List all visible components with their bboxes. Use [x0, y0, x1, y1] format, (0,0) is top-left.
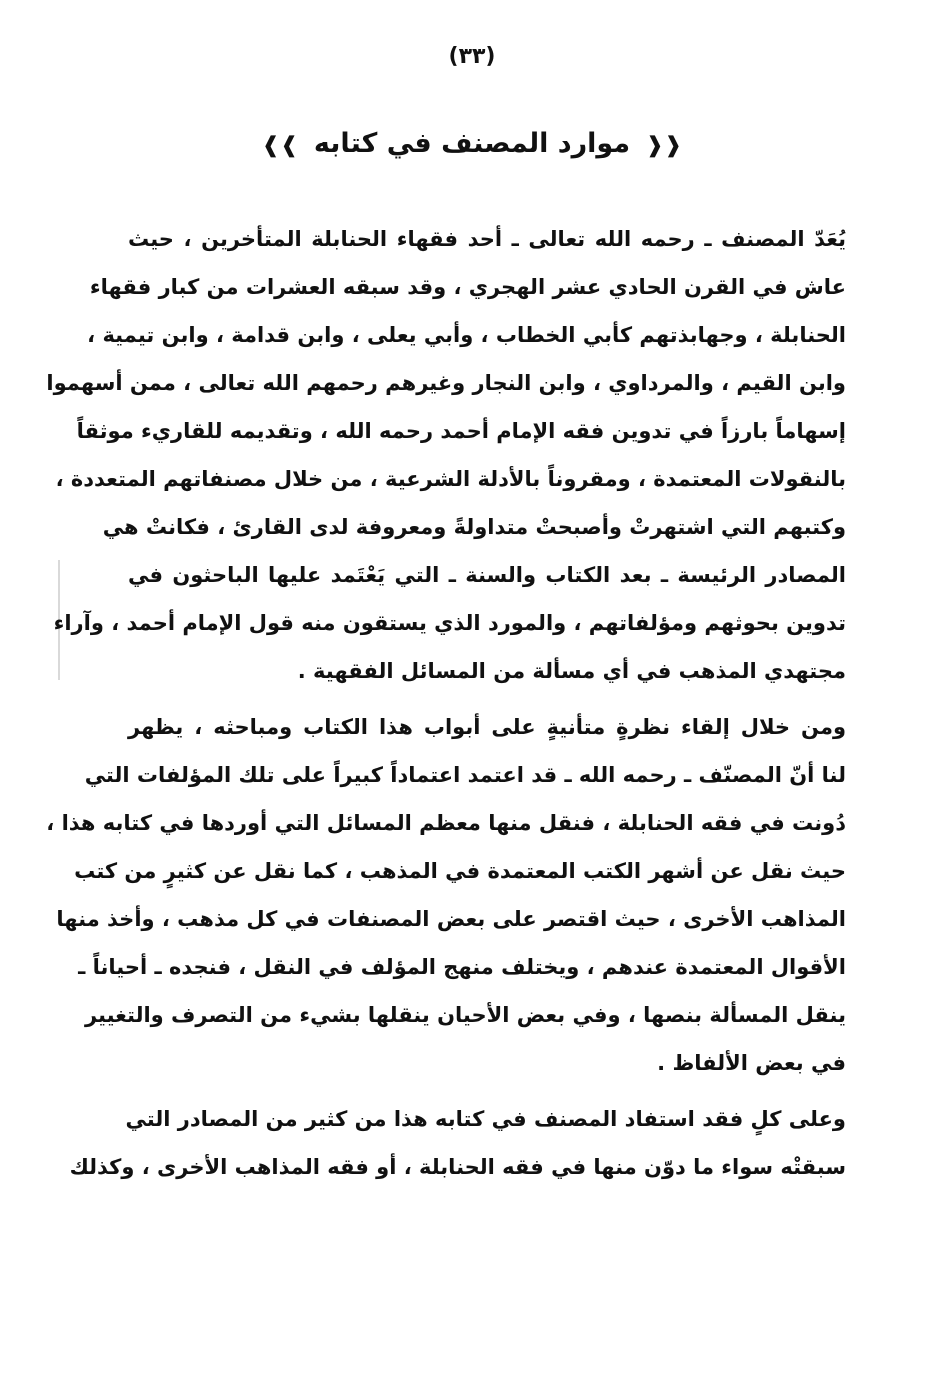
text-line: إسهاماً بارزاً في تدوين فقه الإمام أحمد رحمه الله ، وتقديمه للقاريء موثقاً	[76, 419, 846, 443]
text-line: وابن القيم ، والمرداوي ، وابن النجار وغيرهم رحمهم الله تعالى ، ممن أسهموا	[46, 371, 846, 395]
text-line: سبقتْه سواء ما دوّن منها في فقه الحنابلة ، أو فقه المذاهب الأخرى ، وكذلك	[69, 1155, 846, 1179]
text-line: وكتبهم التي اشتهرتْ وأصبحتْ متداولةً ومعروفة لدى القارئ ، فكانتْ هي	[102, 515, 846, 539]
title-ornament-left-icon: ❱❱	[261, 133, 299, 158]
text-line: الأقوال المعتمدة عندهم ، ويختلف منهج المؤلف في النقل ، فنجده ـ أحياناً ـ	[78, 955, 846, 979]
text-line: تدوين بحوثهم ومؤلفاتهم ، والمورد الذي يستقون منه قول الإمام أحمد ، وآراء	[53, 611, 846, 635]
text-line: دُونت في فقه الحنابلة ، فنقل منها معظم المسائل التي أوردها في كتابه هذا ،	[46, 811, 846, 835]
text-line: بالنقولات المعتمدة ، ومقروناً بالأدلة الشرعية ، من خلال مصنفاتهم المتعددة ،	[55, 467, 846, 491]
text-line: حيث نقل عن أشهر الكتب المعتمدة في المذهب ، كما نقل عن كثيرٍ من كتب	[74, 859, 846, 883]
paragraph-3	[69, 1095, 846, 1191]
text-line: المذاهب الأخرى ، حيث اقتصر على بعض المصنفات في كل مذهب ، وأخذ منها	[56, 907, 846, 931]
paragraph-gap	[128, 695, 846, 703]
text-line: الحنابلة ، وجهابذتهم كأبي الخطاب ، وأبي يعلى ، وابن قدامة ، وابن تيمية ،	[87, 323, 846, 347]
paragraph-gap	[128, 1087, 846, 1095]
body-text	[46, 215, 846, 1191]
text-line: ينقل المسألة بنصها ، وفي بعض الأحيان ينقلها بشيء من التصرف والتغيير	[84, 1003, 846, 1027]
text-line: ومن خلال إلقاء نظرةٍ متأنيةٍ على أبواب هذا الكتاب ومباحثه ، يظهر	[128, 715, 846, 739]
text-line: مجتهدي المذهب في أي مسألة من المسائل الفقهية .	[297, 659, 846, 683]
text-line: وعلى كلٍ فقد استفاد المصنف في كتابه هذا من كثير من المصادر التي	[125, 1107, 846, 1131]
paragraph-1	[46, 215, 846, 695]
text-line: المصادر الرئيسة ـ بعد الكتاب والسنة ـ التي يَعْتَمد عليها الباحثون في	[128, 563, 846, 587]
paragraph-2	[46, 703, 846, 1087]
text-line: يُعَدّ المصنف ـ رحمه الله تعالى ـ أحد فقهاء الحنابلة المتأخرين ، حيث	[128, 227, 846, 251]
chapter-title-text: موارد المصنف في كتابه	[313, 128, 631, 159]
chapter-title	[0, 124, 944, 166]
title-ornament-right-icon: ❰❰	[645, 133, 683, 158]
text-line: في بعض الألفاظ .	[657, 1051, 846, 1075]
text-line: لنا أنّ المصنّف ـ رحمه الله ـ قد اعتمد اعتماداً كبيراً على تلك المؤلفات التي	[84, 763, 846, 787]
text-line: عاش في القرن الحادي عشر الهجري ، وقد سبقه العشرات من كبار فقهاء	[89, 275, 846, 299]
page-number: (٣٣)	[448, 44, 496, 69]
